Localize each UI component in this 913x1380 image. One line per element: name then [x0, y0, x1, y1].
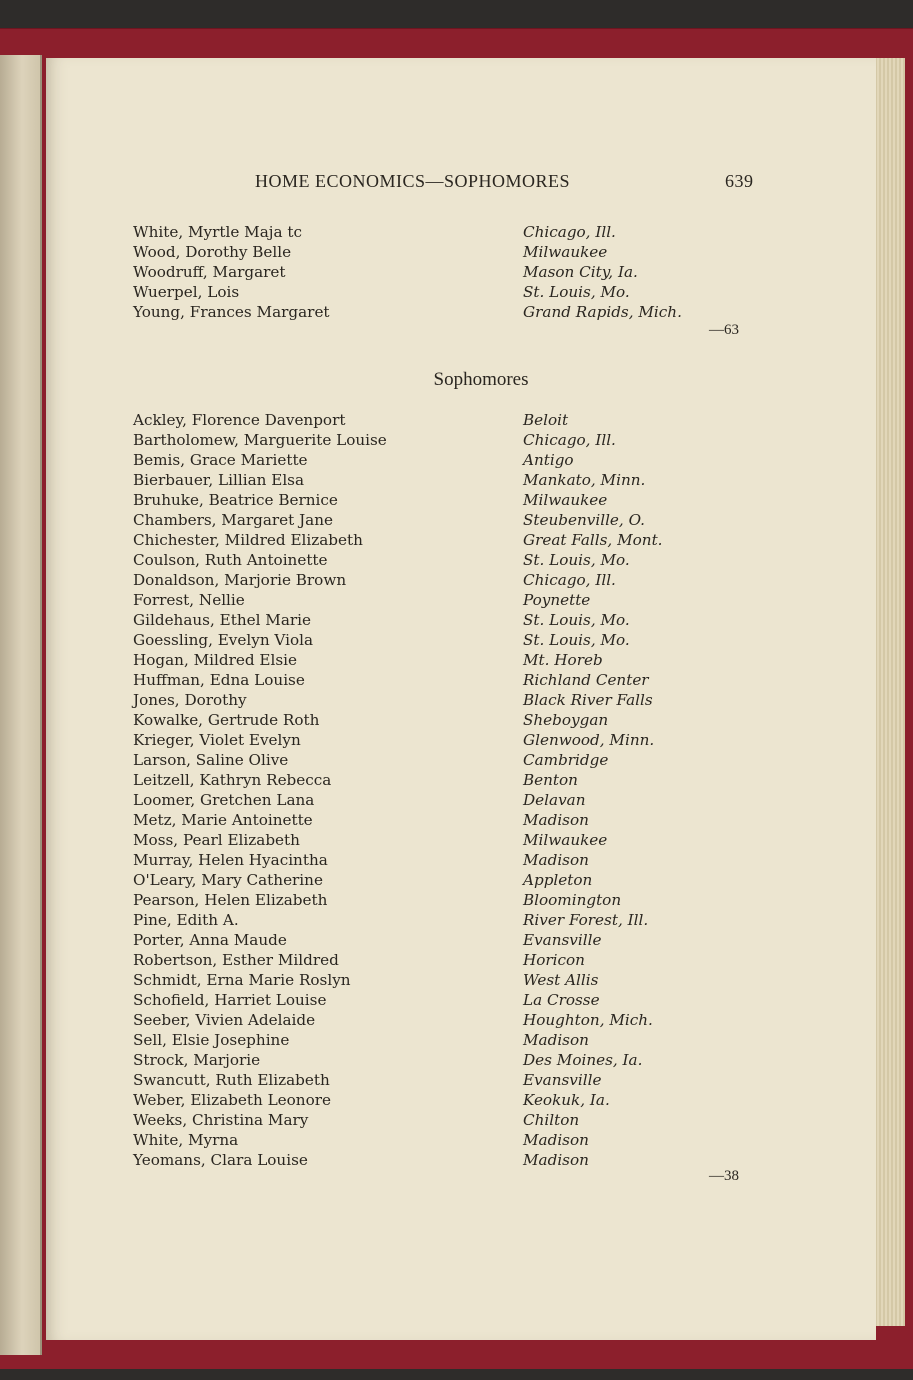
student-entry	[46, 1010, 876, 1030]
student-name: Bartholomew, Marguerite Louise	[133, 431, 387, 449]
student-entry	[46, 990, 876, 1010]
student-entry	[46, 610, 876, 630]
student-entry	[46, 690, 876, 710]
student-entry	[46, 910, 876, 930]
student-hometown: Appleton	[523, 871, 593, 889]
continued-student-list	[46, 222, 876, 322]
student-name: Gildehaus, Ethel Marie	[133, 611, 311, 629]
facing-page-edge	[0, 55, 42, 1355]
student-entry	[46, 890, 876, 910]
student-hometown: Great Falls, Mont.	[523, 531, 663, 549]
student-entry	[46, 1070, 876, 1090]
student-entry	[46, 930, 876, 950]
student-name: Forrest, Nellie	[133, 591, 245, 609]
student-name: Schmidt, Erna Marie Roslyn	[133, 971, 351, 989]
student-entry	[46, 870, 876, 890]
student-hometown: Madison	[523, 811, 589, 829]
page-number: 639	[725, 171, 754, 191]
student-entry	[46, 470, 876, 490]
student-hometown: Steubenville, O.	[523, 511, 645, 529]
student-name: Jones, Dorothy	[133, 691, 247, 709]
student-name: Hogan, Mildred Elsie	[133, 651, 297, 669]
student-hometown: Mason City, Ia.	[523, 263, 638, 281]
student-name: Seeber, Vivien Adelaide	[133, 1011, 316, 1029]
student-hometown: Chilton	[523, 1111, 580, 1129]
student-name: Ackley, Florence Davenport	[133, 411, 346, 429]
student-hometown: Cambridge	[523, 751, 609, 769]
student-entry	[46, 950, 876, 970]
student-name: Chambers, Margaret Jane	[133, 511, 334, 529]
student-hometown: St. Louis, Mo.	[523, 551, 630, 569]
student-name: Leitzell, Kathryn Rebecca	[133, 771, 332, 789]
student-hometown: Chicago, Ill.	[523, 571, 616, 589]
student-name: White, Myrtle Maja tc	[133, 223, 302, 241]
student-name: Woodruff, Margaret	[133, 263, 286, 281]
student-name: Moss, Pearl Elizabeth	[133, 831, 300, 849]
student-name: Pearson, Helen Elizabeth	[133, 891, 328, 909]
student-entry	[46, 450, 876, 470]
student-entry	[46, 490, 876, 510]
student-name: Robertson, Esther Mildred	[133, 951, 339, 969]
student-hometown: Mankato, Minn.	[523, 471, 646, 489]
student-hometown: Milwaukee	[523, 491, 608, 509]
book-page	[46, 58, 876, 1340]
student-hometown: Benton	[523, 771, 578, 789]
student-name: Swancutt, Ruth Elizabeth	[133, 1071, 330, 1089]
student-entry	[46, 530, 876, 550]
student-name: Bruhuke, Beatrice Bernice	[133, 491, 338, 509]
student-name: Metz, Marie Antoinette	[133, 811, 313, 829]
student-name: Weber, Elizabeth Leonore	[133, 1091, 331, 1109]
student-entry	[46, 810, 876, 830]
student-name: Donaldson, Marjorie Brown	[133, 571, 347, 589]
student-entry	[46, 710, 876, 730]
student-entry	[46, 262, 876, 282]
student-entry	[46, 630, 876, 650]
student-hometown: Grand Rapids, Mich.	[523, 303, 682, 321]
student-hometown: River Forest, Ill.	[523, 911, 649, 929]
sophomore-student-list	[46, 410, 876, 1170]
student-entry	[46, 970, 876, 990]
student-hometown: Poynette	[523, 591, 591, 609]
student-name: Porter, Anna Maude	[133, 931, 287, 949]
student-entry	[46, 222, 876, 242]
student-entry	[46, 830, 876, 850]
student-name: Weeks, Christina Mary	[133, 1111, 309, 1129]
student-entry	[46, 570, 876, 590]
student-name: Larson, Saline Olive	[133, 751, 289, 769]
student-entry	[46, 410, 876, 430]
student-entry	[46, 1050, 876, 1070]
student-name: Young, Frances Margaret	[133, 303, 330, 321]
student-entry	[46, 750, 876, 770]
student-hometown: Delavan	[523, 791, 586, 809]
student-hometown: Antigo	[523, 451, 574, 469]
student-name: Schofield, Harriet Louise	[133, 991, 327, 1009]
section-heading-sophomores: Sophomores	[433, 369, 529, 390]
student-hometown: St. Louis, Mo.	[523, 631, 630, 649]
student-name: Krieger, Violet Evelyn	[133, 731, 301, 749]
student-entry	[46, 670, 876, 690]
student-hometown: Keokuk, Ia.	[523, 1091, 610, 1109]
student-hometown: Chicago, Ill.	[523, 431, 616, 449]
student-name: Loomer, Gretchen Lana	[133, 791, 315, 809]
student-entry	[46, 1030, 876, 1050]
student-name: Pine, Edith A.	[133, 911, 239, 929]
student-name: Sell, Elsie Josephine	[133, 1031, 290, 1049]
student-hometown: Milwaukee	[523, 243, 608, 261]
student-name: Wood, Dorothy Belle	[133, 243, 292, 261]
student-entry	[46, 1130, 876, 1150]
student-name: Huffman, Edna Louise	[133, 671, 305, 689]
student-name: Bierbauer, Lillian Elsa	[133, 471, 305, 489]
running-title: HOME ECONOMICS—SOPHOMORES	[255, 171, 571, 191]
student-hometown: Sheboygan	[523, 711, 609, 729]
student-name: O'Leary, Mary Catherine	[133, 871, 323, 889]
student-name: Wuerpel, Lois	[133, 283, 240, 301]
student-hometown: St. Louis, Mo.	[523, 283, 630, 301]
student-entry	[46, 242, 876, 262]
student-entry	[46, 430, 876, 450]
student-name: Murray, Helen Hyacintha	[133, 851, 328, 869]
student-hometown: Black River Falls	[523, 691, 653, 709]
student-name: Bemis, Grace Mariette	[133, 451, 308, 469]
student-name: Strock, Marjorie	[133, 1051, 261, 1069]
student-hometown: Houghton, Mich.	[523, 1011, 653, 1029]
student-name: Yeomans, Clara Louise	[133, 1151, 308, 1169]
student-hometown: Chicago, Ill.	[523, 223, 616, 241]
student-entry	[46, 510, 876, 530]
student-hometown: St. Louis, Mo.	[523, 611, 630, 629]
student-entry	[46, 790, 876, 810]
student-hometown: Madison	[523, 1031, 589, 1049]
student-hometown: Bloomington	[523, 891, 622, 909]
student-name: Chichester, Mildred Elizabeth	[133, 531, 363, 549]
continued-total: —63	[709, 322, 739, 338]
student-hometown: Horicon	[523, 951, 585, 969]
student-name: Goessling, Evelyn Viola	[133, 631, 314, 649]
student-hometown: West Allis	[523, 971, 599, 989]
student-entry	[46, 770, 876, 790]
student-hometown: Madison	[523, 851, 589, 869]
student-hometown: Madison	[523, 1151, 589, 1169]
student-entry	[46, 1150, 876, 1170]
student-entry	[46, 850, 876, 870]
student-hometown: Mt. Horeb	[523, 651, 603, 669]
student-entry	[46, 590, 876, 610]
student-entry	[46, 302, 876, 322]
running-header	[46, 171, 876, 199]
student-hometown: Milwaukee	[523, 831, 608, 849]
student-entry	[46, 650, 876, 670]
student-name: Kowalke, Gertrude Roth	[133, 711, 320, 729]
student-entry	[46, 550, 876, 570]
student-hometown: Beloit	[523, 411, 569, 429]
student-name: Coulson, Ruth Antoinette	[133, 551, 328, 569]
student-hometown: Des Moines, Ia.	[523, 1051, 643, 1069]
student-hometown: Evansville	[523, 1071, 602, 1089]
student-entry	[46, 730, 876, 750]
sophomores-total: —38	[709, 1168, 739, 1184]
student-entry	[46, 1090, 876, 1110]
student-entry	[46, 282, 876, 302]
student-entry	[46, 1110, 876, 1130]
student-hometown: La Crosse	[523, 991, 600, 1009]
student-hometown: Evansville	[523, 931, 602, 949]
student-name: White, Myrna	[133, 1131, 239, 1149]
page-stack-edge	[872, 58, 905, 1326]
student-hometown: Madison	[523, 1131, 589, 1149]
student-hometown: Glenwood, Minn.	[523, 731, 655, 749]
student-hometown: Richland Center	[523, 671, 649, 689]
